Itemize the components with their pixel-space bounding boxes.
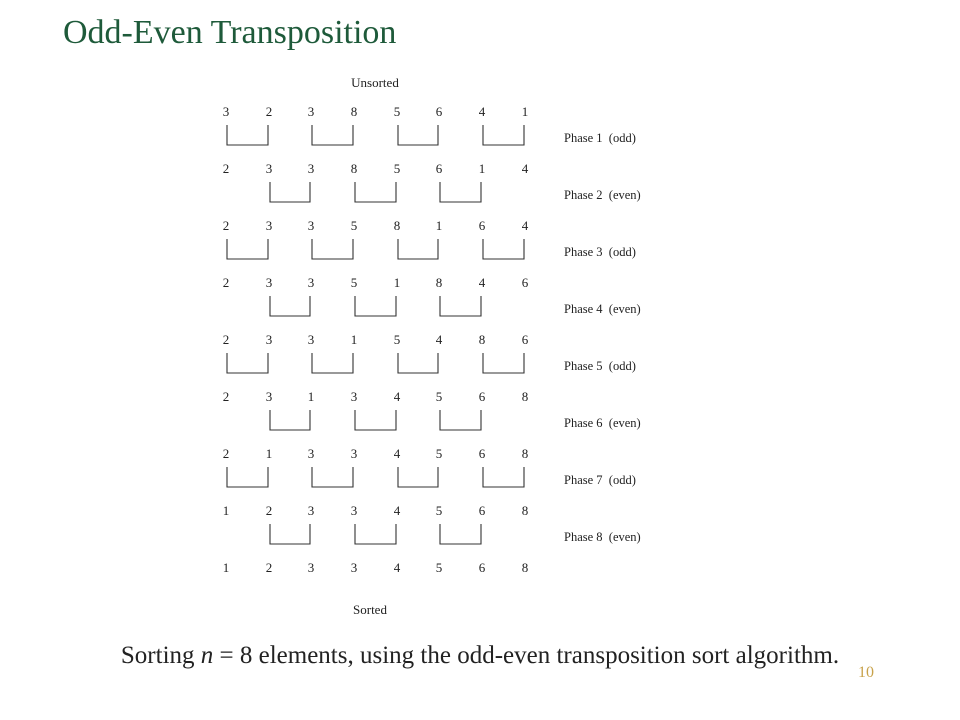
cell-value: 1 (222, 503, 230, 518)
cell-value: 1 (478, 161, 486, 176)
compare-bracket (483, 239, 524, 259)
cell-value: 4 (393, 389, 401, 404)
compare-bracket (355, 182, 396, 202)
compare-bracket (440, 524, 481, 544)
cell-value: 2 (222, 161, 230, 176)
cell-value: 5 (435, 560, 443, 575)
compare-bracket (312, 353, 353, 373)
compare-bracket (355, 410, 396, 430)
cell-value: 8 (435, 275, 443, 290)
cell-value: 1 (222, 560, 230, 575)
compare-bracket (270, 182, 310, 202)
cell-value: 1 (435, 218, 443, 233)
cell-value: 3 (265, 218, 273, 233)
compare-bracket (483, 467, 524, 487)
cell-value: 1 (521, 104, 529, 119)
cell-value: 5 (350, 275, 358, 290)
cell-value: 4 (435, 332, 443, 347)
cell-value: 3 (307, 332, 315, 347)
cell-value: 6 (435, 161, 443, 176)
sorted-label: Sorted (353, 602, 387, 617)
compare-bracket (398, 467, 438, 487)
cell-value: 3 (307, 446, 315, 461)
phase-label: Phase 2 (even) (564, 188, 641, 202)
compare-bracket (227, 125, 268, 145)
cell-value: 4 (521, 218, 529, 233)
cell-value: 4 (478, 275, 486, 290)
cell-value: 6 (478, 446, 486, 461)
cell-value: 4 (393, 446, 401, 461)
compare-bracket (227, 239, 268, 259)
cell-value: 3 (307, 218, 315, 233)
cell-value: 3 (307, 275, 315, 290)
phase-label: Phase 7 (odd) (564, 473, 636, 487)
cell-value: 8 (478, 332, 486, 347)
cell-value: 3 (265, 275, 273, 290)
compare-bracket (483, 125, 524, 145)
phase-label: Phase 3 (odd) (564, 245, 636, 259)
cell-value: 2 (265, 560, 273, 575)
caption-variable: n (200, 642, 214, 669)
phase-label: Phase 4 (even) (564, 302, 641, 316)
cell-value: 3 (350, 389, 358, 404)
cell-value: 6 (521, 332, 529, 347)
compare-bracket (227, 467, 268, 487)
cell-value: 6 (478, 503, 486, 518)
cell-value: 3 (307, 503, 315, 518)
cell-value: 1 (393, 275, 401, 290)
cell-value: 8 (521, 446, 529, 461)
cell-value: 8 (350, 161, 358, 176)
compare-bracket (440, 296, 481, 316)
cell-value: 6 (478, 218, 486, 233)
phase-label: Phase 1 (odd) (564, 131, 636, 145)
cell-value: 8 (521, 560, 529, 575)
cell-value: 2 (265, 104, 273, 119)
cell-value: 5 (435, 389, 443, 404)
compare-bracket (440, 182, 481, 202)
compare-bracket (270, 410, 310, 430)
cell-value: 5 (350, 218, 358, 233)
cell-value: 5 (393, 332, 401, 347)
compare-bracket (270, 524, 310, 544)
cell-value: 4 (393, 503, 401, 518)
compare-bracket (398, 125, 438, 145)
cell-value: 1 (350, 332, 358, 347)
cell-value: 3 (222, 104, 230, 119)
cell-value: 1 (307, 389, 315, 404)
cell-value: 3 (307, 560, 315, 575)
cell-value: 6 (478, 389, 486, 404)
slide-title: Odd-Even Transposition (63, 14, 397, 51)
compare-bracket (355, 524, 396, 544)
compare-bracket (227, 353, 268, 373)
cell-value: 8 (521, 503, 529, 518)
cell-value: 3 (307, 161, 315, 176)
cell-value: 5 (435, 503, 443, 518)
compare-bracket (398, 239, 438, 259)
unsorted-label: Unsorted (351, 75, 399, 90)
caption-prefix: Sorting (120, 642, 201, 669)
cell-value: 2 (222, 218, 230, 233)
cell-value: 3 (307, 104, 315, 119)
cell-value: 6 (521, 275, 529, 290)
phase-label: Phase 8 (even) (564, 530, 641, 544)
cell-value: 3 (350, 503, 358, 518)
caption (60, 640, 900, 671)
cell-value: 3 (350, 446, 358, 461)
page-number: 10 (858, 664, 874, 681)
cell-value: 3 (265, 332, 273, 347)
caption-suffix: = 8 elements, using the odd-even transposition sort algorithm. (213, 642, 840, 669)
cell-value: 3 (265, 389, 273, 404)
phase-label: Phase 6 (even) (564, 416, 641, 430)
cell-value: 3 (350, 560, 358, 575)
cell-value: 6 (478, 560, 486, 575)
cell-value: 4 (393, 560, 401, 575)
cell-value: 2 (222, 389, 230, 404)
compare-bracket (312, 239, 353, 259)
cell-value: 2 (265, 503, 273, 518)
cell-value: 2 (222, 332, 230, 347)
compare-bracket (312, 125, 353, 145)
cell-value: 2 (222, 275, 230, 290)
cell-value: 8 (521, 389, 529, 404)
cell-value: 5 (435, 446, 443, 461)
value-rows (223, 104, 529, 575)
cell-value: 5 (393, 104, 401, 119)
compare-bracket (398, 353, 438, 373)
cell-value: 4 (478, 104, 486, 119)
phase-label: Phase 5 (odd) (564, 359, 636, 373)
compare-bracket (440, 410, 481, 430)
compare-bracket (355, 296, 396, 316)
compare-bracket (270, 296, 310, 316)
cell-value: 2 (222, 446, 230, 461)
cell-value: 3 (265, 161, 273, 176)
compare-bracket (312, 467, 353, 487)
compare-bracket (483, 353, 524, 373)
phase-labels (564, 131, 641, 544)
cell-value: 1 (265, 446, 273, 461)
cell-value: 5 (393, 161, 401, 176)
cell-value: 4 (521, 161, 529, 176)
cell-value: 8 (393, 218, 401, 233)
cell-value: 6 (435, 104, 443, 119)
cell-value: 8 (350, 104, 358, 119)
